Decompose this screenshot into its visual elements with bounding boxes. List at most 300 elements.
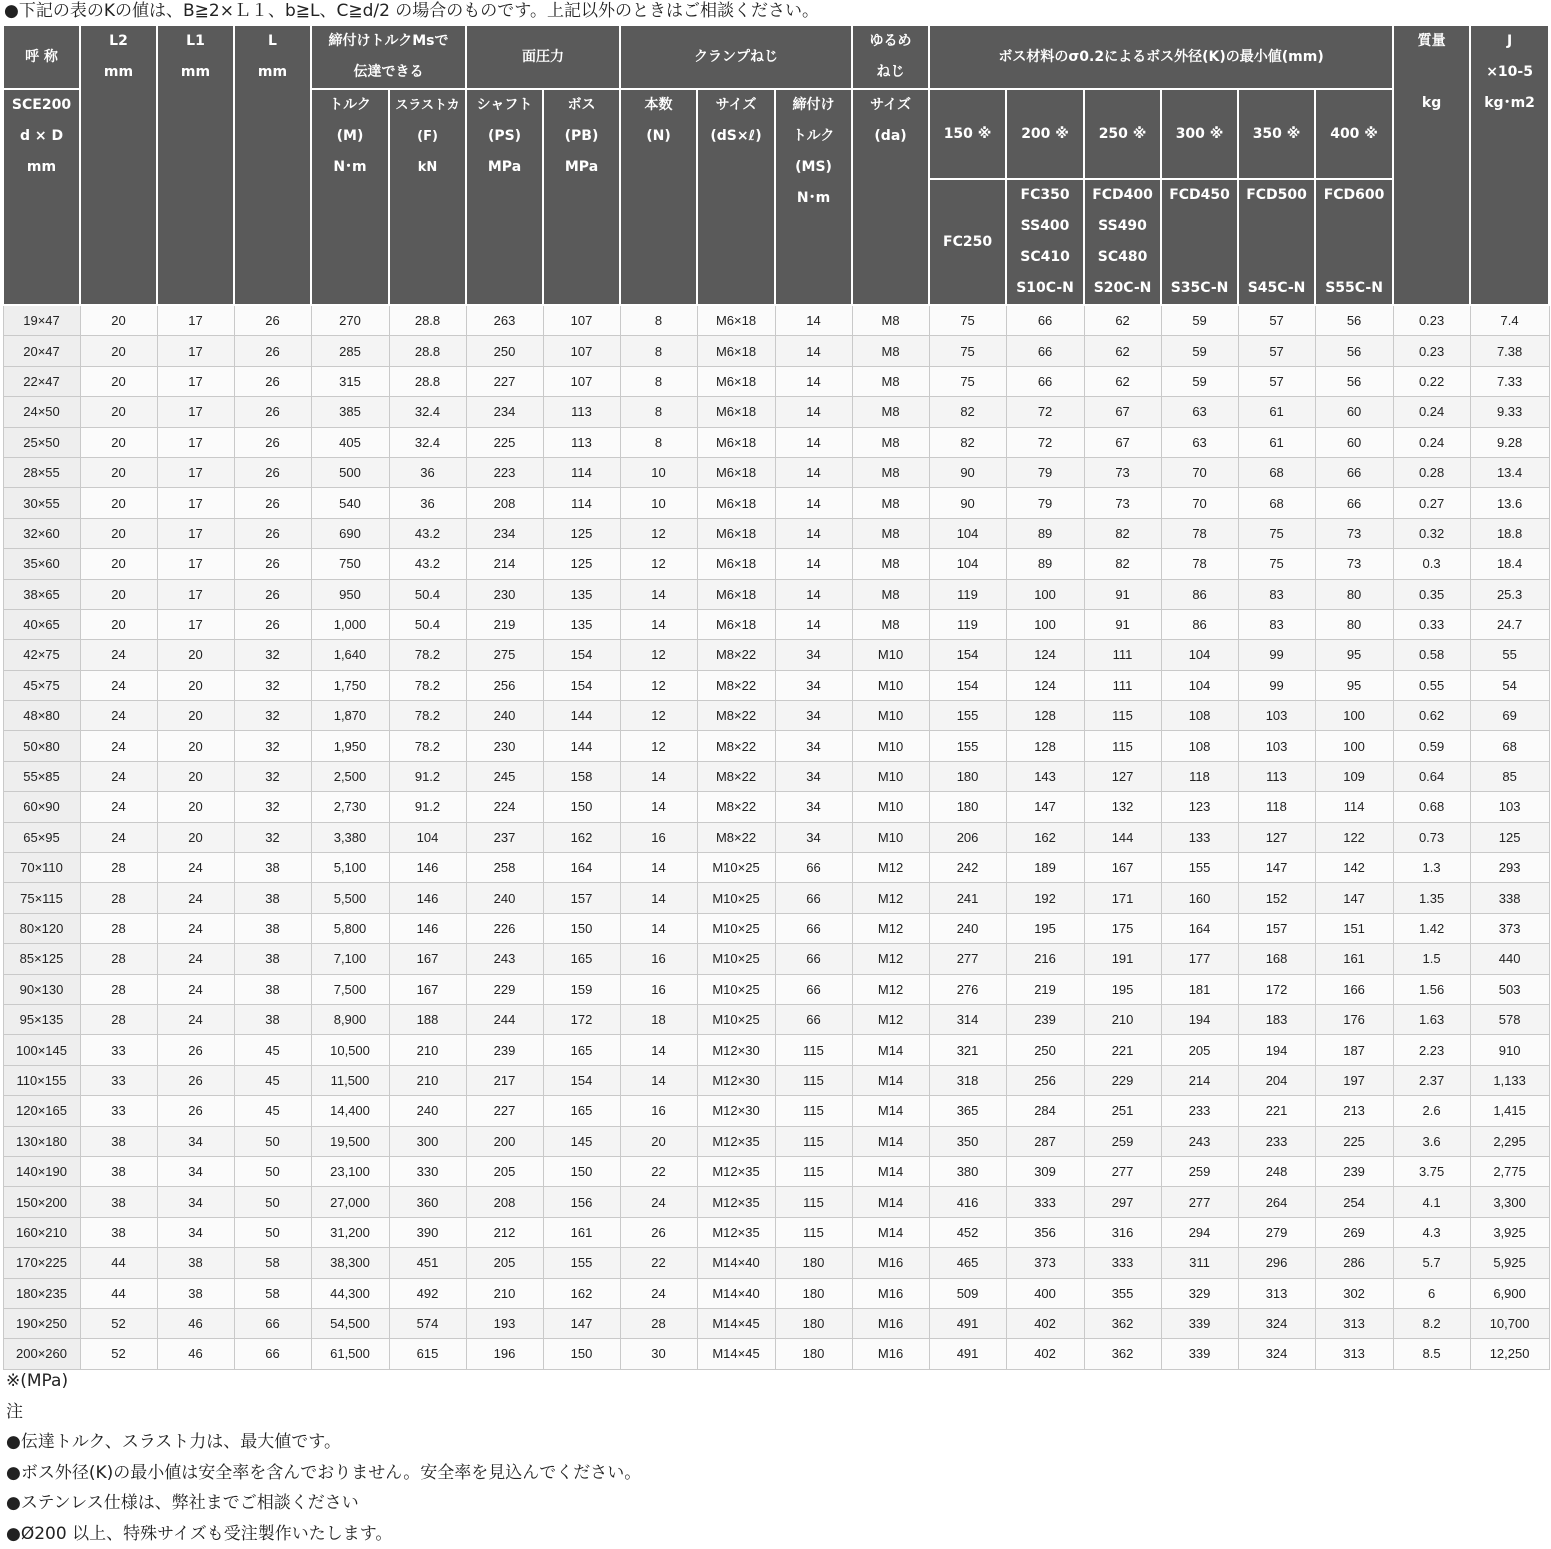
table-cell: 68 <box>1238 457 1315 487</box>
table-cell: 1,950 <box>311 731 389 761</box>
table-cell: 2,500 <box>311 761 389 791</box>
table-cell: 38 <box>234 944 311 974</box>
table-cell: 67 <box>1084 397 1161 427</box>
table-cell: 14 <box>775 488 852 518</box>
table-cell: 221 <box>1084 1035 1161 1065</box>
table-cell: 24 <box>80 792 157 822</box>
table-cell: 491 <box>929 1339 1006 1369</box>
table-cell: 20 <box>157 822 234 852</box>
table-cell: 279 <box>1238 1217 1315 1247</box>
table-cell: 104 <box>929 518 1006 548</box>
table-cell: 8 <box>620 336 697 366</box>
table-cell: M14 <box>852 1096 929 1126</box>
table-cell: 5,925 <box>1470 1248 1549 1278</box>
table-cell: 66 <box>234 1339 311 1369</box>
table-cell: 32 <box>234 761 311 791</box>
table-cell: 68 <box>1238 488 1315 518</box>
table-cell: 17 <box>157 579 234 609</box>
table-cell: 28 <box>80 913 157 943</box>
table-cell: 61,500 <box>311 1339 389 1369</box>
table-cell: 28.8 <box>389 305 466 336</box>
table-cell: M16 <box>852 1308 929 1338</box>
table-cell: 90 <box>929 457 1006 487</box>
table-row <box>3 1004 1549 1034</box>
table-cell: 20 <box>80 336 157 366</box>
table-cell: M12 <box>852 853 929 883</box>
table-cell: 491 <box>929 1308 1006 1338</box>
table-cell: M14 <box>852 1035 929 1065</box>
table-cell: 86 <box>1161 579 1238 609</box>
note-max-values: ●伝達トルク、スラスト力は、最大値です。 <box>6 1427 641 1458</box>
table-cell: 210 <box>389 1035 466 1065</box>
table-cell: M14 <box>852 1126 929 1156</box>
table-cell: 509 <box>929 1278 1006 1308</box>
table-cell: M6×18 <box>697 427 775 457</box>
table-cell: M12 <box>852 944 929 974</box>
table-cell: 330 <box>389 1156 466 1186</box>
table-cell: 44,300 <box>311 1278 389 1308</box>
table-cell: 233 <box>1238 1126 1315 1156</box>
note-special-size: ●Ø200 以上、特殊サイズも受注製作いたします。 <box>6 1519 641 1549</box>
table-cell: 114 <box>543 457 620 487</box>
table-cell: 26 <box>620 1217 697 1247</box>
table-cell: 26 <box>157 1035 234 1065</box>
header-loosen: ゆるめ ねじ <box>852 25 929 89</box>
table-cell: 318 <box>929 1065 1006 1095</box>
table-cell: 155 <box>1161 853 1238 883</box>
table-cell: 91.2 <box>389 792 466 822</box>
table-cell: 205 <box>466 1248 543 1278</box>
table-cell: 59 <box>1161 305 1238 336</box>
table-cell: 20 <box>157 761 234 791</box>
table-cell: 0.27 <box>1393 488 1470 518</box>
table-cell: 216 <box>1006 944 1084 974</box>
table-cell: M10 <box>852 822 929 852</box>
table-cell: M8 <box>852 609 929 639</box>
table-cell: 38 <box>234 913 311 943</box>
row-name-cell: 25×50 <box>3 427 80 457</box>
table-cell: M10×25 <box>697 883 775 913</box>
table-cell: 157 <box>543 883 620 913</box>
table-cell: 10 <box>620 457 697 487</box>
table-cell: 82 <box>1084 549 1161 579</box>
table-cell: 240 <box>389 1096 466 1126</box>
table-cell: 150 <box>543 792 620 822</box>
table-cell: 208 <box>466 1187 543 1217</box>
table-cell: 125 <box>543 549 620 579</box>
table-cell: 277 <box>1084 1156 1161 1186</box>
table-cell: 36 <box>389 488 466 518</box>
table-cell: 91 <box>1084 609 1161 639</box>
header-material-200: FC350 SS400 SC410 S10C-N <box>1006 179 1084 305</box>
table-cell: 324 <box>1238 1308 1315 1338</box>
table-cell: 14 <box>620 913 697 943</box>
top-note: ●下記の表のKの値は、B≧2×Ｌ１、b≧L、C≧d/2 の場合のものです。上記以外のときはご相談ください。 <box>4 0 819 24</box>
table-cell: 114 <box>1315 792 1393 822</box>
table-cell: 187 <box>1315 1035 1393 1065</box>
table-cell: 62 <box>1084 366 1161 396</box>
table-cell: 72 <box>1006 397 1084 427</box>
table-cell: M16 <box>852 1278 929 1308</box>
table-cell: 108 <box>1161 701 1238 731</box>
table-cell: 123 <box>1161 792 1238 822</box>
table-cell: 115 <box>1084 701 1161 731</box>
table-cell: 32 <box>234 822 311 852</box>
table-cell: 210 <box>389 1065 466 1095</box>
row-name-cell: 55×85 <box>3 761 80 791</box>
table-cell: 402 <box>1006 1308 1084 1338</box>
table-cell: 1,000 <box>311 609 389 639</box>
table-cell: 67 <box>1084 427 1161 457</box>
table-cell: 75 <box>929 305 1006 336</box>
table-cell: 107 <box>543 305 620 336</box>
table-cell: M10 <box>852 640 929 670</box>
table-cell: 239 <box>1315 1156 1393 1186</box>
table-cell: 60 <box>1315 427 1393 457</box>
table-cell: 100 <box>1315 731 1393 761</box>
row-name-cell: 180×235 <box>3 1278 80 1308</box>
header-strength-350: 350 ※ <box>1238 89 1315 179</box>
table-cell: 162 <box>543 1278 620 1308</box>
table-cell: 3.75 <box>1393 1156 1470 1186</box>
table-cell: 122 <box>1315 822 1393 852</box>
table-cell: 26 <box>234 518 311 548</box>
table-cell: 229 <box>1084 1065 1161 1095</box>
table-cell: 338 <box>1470 883 1549 913</box>
table-cell: M12×35 <box>697 1187 775 1217</box>
table-cell: 180 <box>929 792 1006 822</box>
header-strength-400: 400 ※ <box>1315 89 1393 179</box>
table-cell: 189 <box>1006 853 1084 883</box>
table-cell: 58 <box>234 1278 311 1308</box>
table-cell: 194 <box>1161 1004 1238 1034</box>
table-cell: 68 <box>1470 731 1549 761</box>
table-cell: 158 <box>543 761 620 791</box>
table-cell: 20 <box>157 640 234 670</box>
table-cell: 34 <box>775 670 852 700</box>
table-cell: 168 <box>1238 944 1315 974</box>
table-cell: 219 <box>466 609 543 639</box>
header-size: サイズ (dS×ℓ) <box>697 89 775 305</box>
table-cell: 5,500 <box>311 883 389 913</box>
table-cell: 540 <box>311 488 389 518</box>
table-cell: 180 <box>775 1308 852 1338</box>
table-cell: 269 <box>1315 1217 1393 1247</box>
table-cell: 69 <box>1470 701 1549 731</box>
table-cell: 57 <box>1238 366 1315 396</box>
table-cell: 154 <box>929 640 1006 670</box>
table-cell: 63 <box>1161 397 1238 427</box>
table-cell: 195 <box>1006 913 1084 943</box>
table-cell: M12 <box>852 913 929 943</box>
row-name-cell: 150×200 <box>3 1187 80 1217</box>
table-cell: 38 <box>234 883 311 913</box>
table-cell: 210 <box>1084 1004 1161 1034</box>
table-cell: 20 <box>80 397 157 427</box>
table-cell: 8 <box>620 397 697 427</box>
table-cell: 293 <box>1470 853 1549 883</box>
table-cell: 191 <box>1084 944 1161 974</box>
table-cell: 28.8 <box>389 366 466 396</box>
table-row <box>3 457 1549 487</box>
row-name-cell: 30×55 <box>3 488 80 518</box>
table-cell: 239 <box>466 1035 543 1065</box>
table-cell: M16 <box>852 1339 929 1369</box>
table-cell: 24 <box>80 701 157 731</box>
table-cell: 103 <box>1238 731 1315 761</box>
header-material-300: FCD450 S35C-N <box>1161 179 1238 305</box>
table-cell: 14 <box>620 1035 697 1065</box>
table-cell: 89 <box>1006 518 1084 548</box>
table-cell: 223 <box>466 457 543 487</box>
table-cell: 7,100 <box>311 944 389 974</box>
table-cell: 95 <box>1315 640 1393 670</box>
table-cell: M8 <box>852 488 929 518</box>
table-cell: 89 <box>1006 549 1084 579</box>
table-cell: 24 <box>157 913 234 943</box>
table-cell: 18 <box>620 1004 697 1034</box>
table-cell: 14 <box>620 853 697 883</box>
table-cell: 114 <box>543 488 620 518</box>
table-cell: 50 <box>234 1156 311 1186</box>
table-cell: 33 <box>80 1096 157 1126</box>
row-name-cell: 19×47 <box>3 305 80 336</box>
table-cell: 146 <box>389 913 466 943</box>
table-cell: 3,300 <box>1470 1187 1549 1217</box>
table-cell: 24.7 <box>1470 609 1549 639</box>
table-cell: 6,900 <box>1470 1278 1549 1308</box>
table-cell: 12 <box>620 701 697 731</box>
table-cell: 147 <box>543 1308 620 1338</box>
table-cell: 465 <box>929 1248 1006 1278</box>
table-cell: 224 <box>466 792 543 822</box>
table-cell: 234 <box>466 518 543 548</box>
table-cell: 248 <box>1238 1156 1315 1186</box>
table-cell: M6×18 <box>697 518 775 548</box>
table-cell: 362 <box>1084 1339 1161 1369</box>
header-name-sub: SCE200 d × D mm <box>3 89 80 305</box>
table-cell: 20 <box>80 579 157 609</box>
table-cell: M6×18 <box>697 549 775 579</box>
table-cell: 230 <box>466 579 543 609</box>
table-cell: 259 <box>1161 1156 1238 1186</box>
row-name-cell: 65×95 <box>3 822 80 852</box>
table-cell: 38 <box>234 1004 311 1034</box>
table-cell: 124 <box>1006 640 1084 670</box>
table-cell: 147 <box>1006 792 1084 822</box>
table-cell: 311 <box>1161 1248 1238 1278</box>
table-cell: 50 <box>234 1126 311 1156</box>
table-cell: M10×25 <box>697 913 775 943</box>
table-cell: M8×22 <box>697 640 775 670</box>
table-cell: M8×22 <box>697 792 775 822</box>
header-boss: ボス (PB) MPa <box>543 89 620 305</box>
table-cell: 1.42 <box>1393 913 1470 943</box>
table-cell: 12 <box>620 640 697 670</box>
table-cell: 43.2 <box>389 518 466 548</box>
row-name-cell: 28×55 <box>3 457 80 487</box>
table-cell: M8 <box>852 397 929 427</box>
table-cell: 264 <box>1238 1187 1315 1217</box>
table-cell: 910 <box>1470 1035 1549 1065</box>
table-cell: 115 <box>775 1096 852 1126</box>
table-cell: 452 <box>929 1217 1006 1247</box>
row-name-cell: 170×225 <box>3 1248 80 1278</box>
header-l: L mm <box>234 25 311 305</box>
table-cell: 20 <box>620 1126 697 1156</box>
table-cell: 492 <box>389 1278 466 1308</box>
table-cell: 26 <box>157 1065 234 1095</box>
table-cell: 3.6 <box>1393 1126 1470 1156</box>
table-cell: 20 <box>80 609 157 639</box>
table-cell: 95 <box>1315 670 1393 700</box>
table-cell: 113 <box>543 397 620 427</box>
table-cell: 18.4 <box>1470 549 1549 579</box>
table-cell: 135 <box>543 609 620 639</box>
table-cell: 162 <box>543 822 620 852</box>
table-cell: M8×22 <box>697 822 775 852</box>
header-inertia: J ×10-5 kg･m2 <box>1470 25 1549 305</box>
table-cell: M8 <box>852 427 929 457</box>
table-cell: 5.7 <box>1393 1248 1470 1278</box>
table-cell: M6×18 <box>697 488 775 518</box>
table-cell: 83 <box>1238 609 1315 639</box>
table-cell: M8 <box>852 549 929 579</box>
table-cell: 20 <box>80 549 157 579</box>
table-cell: 339 <box>1161 1308 1238 1338</box>
row-name-cell: 140×190 <box>3 1156 80 1186</box>
table-cell: 230 <box>466 731 543 761</box>
table-cell: 172 <box>543 1004 620 1034</box>
table-cell: 7.38 <box>1470 336 1549 366</box>
table-cell: 56 <box>1315 366 1393 396</box>
table-cell: 180 <box>775 1248 852 1278</box>
table-cell: 113 <box>543 427 620 457</box>
table-cell: 125 <box>543 518 620 548</box>
table-cell: M12 <box>852 1004 929 1034</box>
table-cell: 100 <box>1315 701 1393 731</box>
table-row <box>3 1065 1549 1095</box>
table-cell: 296 <box>1238 1248 1315 1278</box>
table-cell: 0.28 <box>1393 457 1470 487</box>
table-cell: 14 <box>775 305 852 336</box>
table-cell: 20 <box>80 457 157 487</box>
table-cell: M6×18 <box>697 609 775 639</box>
table-cell: 46 <box>157 1308 234 1338</box>
table-cell: 17 <box>157 427 234 457</box>
table-cell: 62 <box>1084 305 1161 336</box>
table-cell: 113 <box>1238 761 1315 791</box>
table-cell: 26 <box>234 336 311 366</box>
table-cell: 55 <box>1470 640 1549 670</box>
table-cell: 103 <box>1238 701 1315 731</box>
header-material-350: FCD500 S45C-N <box>1238 179 1315 305</box>
table-cell: 316 <box>1084 1217 1161 1247</box>
table-cell: 9.33 <box>1470 397 1549 427</box>
table-cell: 70 <box>1161 457 1238 487</box>
table-cell: 206 <box>929 822 1006 852</box>
row-name-cell: 190×250 <box>3 1308 80 1338</box>
table-cell: 192 <box>1006 883 1084 913</box>
table-header <box>3 25 1549 305</box>
table-cell: 24 <box>620 1278 697 1308</box>
header-thrust: スラストカ (F) kN <box>389 89 466 305</box>
table-cell: 66 <box>234 1308 311 1338</box>
header-name: 呼 称 <box>3 25 80 89</box>
table-cell: 180 <box>929 761 1006 791</box>
table-cell: 2,730 <box>311 792 389 822</box>
table-cell: 277 <box>929 944 1006 974</box>
table-cell: 61 <box>1238 427 1315 457</box>
table-row <box>3 366 1549 396</box>
table-cell: 59 <box>1161 336 1238 366</box>
table-row <box>3 397 1549 427</box>
table-cell: 26 <box>157 1096 234 1126</box>
table-cell: 28 <box>80 853 157 883</box>
table-cell: M12×35 <box>697 1156 775 1186</box>
row-name-cell: 70×110 <box>3 853 80 883</box>
table-cell: 181 <box>1161 974 1238 1004</box>
table-cell: 78.2 <box>389 701 466 731</box>
table-cell: 115 <box>775 1126 852 1156</box>
table-cell: 380 <box>929 1156 1006 1186</box>
table-cell: 26 <box>234 427 311 457</box>
table-cell: 75 <box>929 366 1006 396</box>
table-row <box>3 1035 1549 1065</box>
table-cell: 30 <box>620 1339 697 1369</box>
table-cell: M10 <box>852 792 929 822</box>
table-cell: 78.2 <box>389 731 466 761</box>
table-cell: 10,700 <box>1470 1308 1549 1338</box>
table-cell: M8 <box>852 336 929 366</box>
table-cell: 165 <box>543 1035 620 1065</box>
table-cell: 8 <box>620 366 697 396</box>
table-cell: 144 <box>543 731 620 761</box>
table-cell: 276 <box>929 974 1006 1004</box>
table-row <box>3 853 1549 883</box>
table-cell: 154 <box>929 670 1006 700</box>
table-cell: 256 <box>1006 1065 1084 1095</box>
header-material-fc250: FC250 <box>929 179 1006 305</box>
table-cell: 243 <box>1161 1126 1238 1156</box>
table-cell: 155 <box>929 731 1006 761</box>
table-cell: 212 <box>466 1217 543 1247</box>
table-cell: 34 <box>775 792 852 822</box>
table-cell: 195 <box>1084 974 1161 1004</box>
table-cell: 165 <box>543 944 620 974</box>
table-row <box>3 944 1549 974</box>
table-cell: 950 <box>311 579 389 609</box>
table-cell: 66 <box>775 974 852 1004</box>
table-cell: 28 <box>80 883 157 913</box>
table-cell: 52 <box>80 1339 157 1369</box>
table-cell: M12×30 <box>697 1096 775 1126</box>
row-name-cell: 40×65 <box>3 609 80 639</box>
table-cell: 164 <box>1161 913 1238 943</box>
table-cell: 16 <box>620 1096 697 1126</box>
table-cell: 1,750 <box>311 670 389 700</box>
table-cell: M6×18 <box>697 457 775 487</box>
table-cell: M10 <box>852 731 929 761</box>
table-cell: 188 <box>389 1004 466 1034</box>
table-cell: 200 <box>466 1126 543 1156</box>
table-cell: 146 <box>389 883 466 913</box>
table-row <box>3 488 1549 518</box>
table-cell: 160 <box>1161 883 1238 913</box>
table-cell: 12 <box>620 670 697 700</box>
table-cell: 27,000 <box>311 1187 389 1217</box>
table-cell: 240 <box>466 883 543 913</box>
